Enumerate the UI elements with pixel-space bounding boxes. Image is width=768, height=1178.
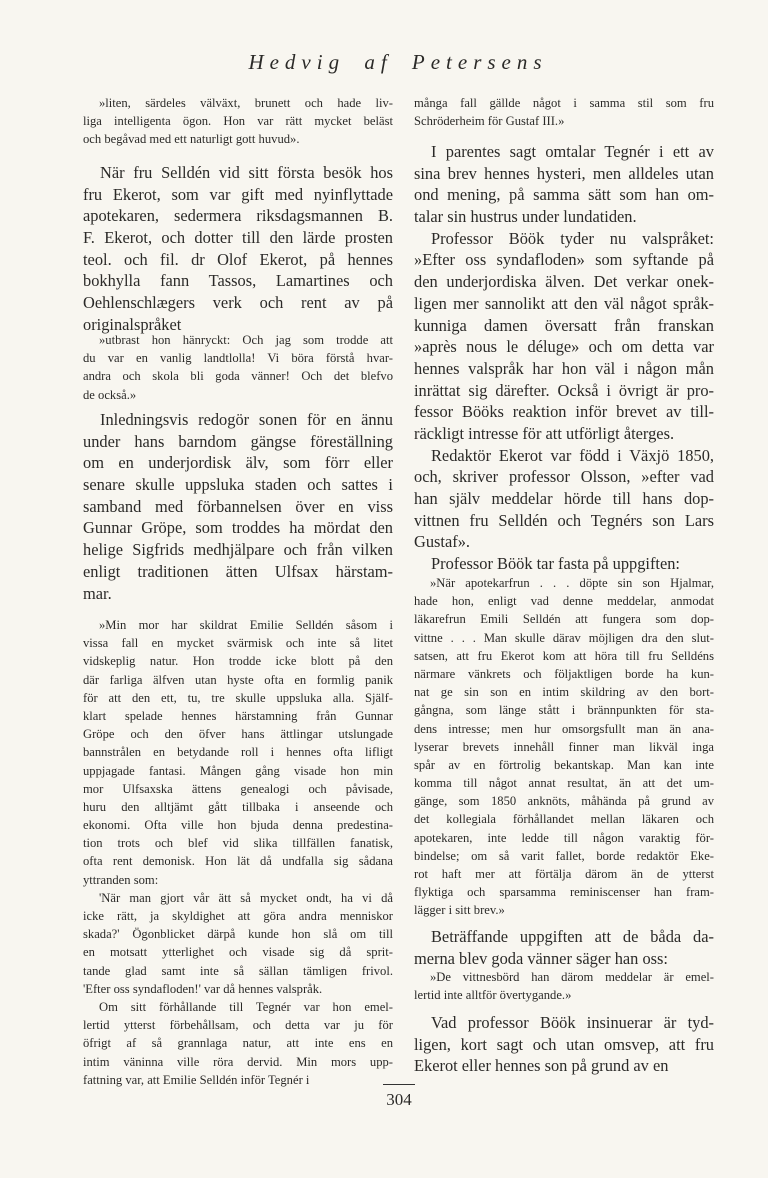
text-line: Gustaf». — [414, 532, 470, 552]
quote-block — [414, 968, 714, 1004]
text-line: »De vittnesbörd han därom meddelar är emel- — [430, 970, 714, 984]
text-line: kunniga damen översatt från franskan — [414, 315, 714, 335]
text-line: dens intresse; men hur omsorgsfullt man än ana- — [414, 721, 714, 736]
text-line: Beträffande uppgiften att de båda da- — [431, 927, 714, 946]
text-line: lertid inte alltför övertygande.» — [414, 988, 572, 1003]
text-line: lyserar brevets innehåll finner man likväl inga — [414, 739, 714, 754]
text-line: Om sitt förhållande till Tegnér var hon emel- — [99, 999, 393, 1014]
text-line: den underjordiska älven. Det verkar onek- — [414, 272, 714, 292]
text-line: flyktiga och sparsamma reminiscenser han fram- — [414, 885, 714, 900]
text-line: om en underjordisk älv, som förr eller — [83, 453, 393, 473]
text-line: mor Ulfsaxska ättens genealogi och påvisade, — [83, 781, 393, 796]
text-line: tion trots och blef vid slika tillfällen fanatisk, — [83, 836, 393, 851]
text-line: teol. och fil. dr Olof Ekerot, på hennes — [83, 249, 393, 269]
text-line: Professor Böök tyder nu valspråket: — [431, 228, 714, 248]
text-line: 'Efter oss syndafloden!' var då hennes valspråk. — [83, 981, 323, 996]
text-line: tande glad samt inte så sällan tämligen frivol. — [83, 963, 393, 978]
text-line: du var en vanlig landtlolla! Vi böra förstå hvar- — [83, 351, 393, 366]
text-line: hade hon, enligt vad denne meddelar, anmodat — [414, 594, 714, 609]
text-line: icke rätt, ja skyldighet att göra andra menniskor — [83, 909, 393, 923]
text-line: där farliga älfven utan hyste ofta en formlig panik — [83, 672, 393, 687]
page-number: 304 — [386, 1090, 412, 1109]
text-line: Oehlenschlægers verk och rent av på — [83, 293, 393, 313]
text-line: Professor Böök tar fasta på uppgiften: — [431, 554, 680, 574]
text-line: yttranden som: — [83, 872, 159, 887]
text-line: Ekerot eller hennes son på grund av en — [414, 1056, 669, 1076]
body-paragraph-block — [414, 1012, 714, 1077]
text-line: det kollegiala förhållandet mellan läkaren och — [414, 812, 714, 827]
text-line: ligen mer sannolikt att den väl något språk- — [414, 293, 714, 313]
body-paragraph-block — [414, 141, 714, 575]
text-line: intim väninna ville röra dervid. Min mors upp- — [83, 1054, 393, 1069]
text-line: och, skriver professor Olsson, »efter vad — [414, 467, 714, 487]
text-line: vittne . . . Man skulle därav möjligen dra den slut- — [414, 630, 714, 645]
text-line: de också.» — [83, 387, 137, 402]
text-line: mar. — [83, 583, 112, 603]
text-line: I parentes sagt omtalar Tegnér i ett av — [431, 142, 714, 161]
text-line: F. Ekerot, och dotter till den lärde prosten — [83, 228, 393, 248]
text-line: »après nous le déluge» och om detta var — [414, 337, 714, 357]
text-line: Schröderheim för Gustaf III.» — [414, 114, 565, 129]
text-line: lertid ytterst förbehållsam, och detta var ju för — [83, 1018, 393, 1033]
quote-block — [83, 94, 393, 149]
text-line: senare skulle uppsluka staden och sattes i — [83, 475, 393, 495]
text-line: gångna, som länge stått i brännpunkten för sta- — [414, 703, 714, 718]
text-line: »När apotekarfrun . . . döpte sin son Hjalmar, — [430, 576, 714, 590]
running-title: Hedvig af Petersens — [248, 50, 548, 74]
text-line: en motsatt ytterlighet och visade sig då sprit- — [83, 945, 393, 960]
text-line: vissa fall en mycket svärmisk och inte så litet — [83, 636, 393, 651]
text-line: 'När man gjort vår ätt så mycket ondt, ha vi då — [99, 890, 393, 905]
text-line: talar sin hustrus under lundatiden. — [414, 207, 637, 227]
quote-block — [83, 616, 393, 1089]
text-line: Gunnar Gröpe, som troddes ha mördat den — [83, 518, 393, 538]
text-line: samband med förbannelsen över en viss — [83, 496, 393, 516]
text-line: liga intelligenta ögon. Hon var rätt mycket beläst — [83, 114, 393, 129]
text-line: under hans barndom gängse föreställning — [83, 431, 393, 451]
text-line: apotekaren, inte ledde till någon varaktig för- — [414, 830, 714, 845]
text-line: för att den ett, tu, tre skulle uppsluka alla. Själf- — [83, 690, 393, 705]
body-paragraph-block — [83, 409, 393, 604]
text-line: klart spelade hennes härstamning från Gunnar — [83, 708, 393, 723]
text-line: räckligt intresse för att utförligt återges. — [414, 423, 675, 443]
text-line: han själv meddelar hörde till hans dop- — [414, 489, 714, 508]
text-line: ligen, kort sagt och utan omsvep, att fru — [414, 1034, 714, 1054]
text-line: gänge, som 1850 anknöts, måhända på grund av — [414, 794, 714, 809]
text-line: huru den alltjämt gått tillbaka i anseende och — [83, 799, 393, 814]
text-line: »liten, särdeles välväxt, brunett och hade liv- — [99, 96, 393, 110]
quote-continuation-block — [414, 94, 714, 130]
text-line: lägger i sitt brev.» — [414, 903, 505, 918]
text-line: uppjagade fantasi. Mången gång visade hon min — [83, 763, 393, 778]
text-line: skada?' Ögonblicket därpå kunde hon slå om till — [83, 927, 393, 942]
text-line: nat ge sin son en intim skildring av den bort- — [414, 685, 714, 700]
page-number-rule — [383, 1084, 415, 1085]
text-line: »Efter oss syndafloden» som syftande på — [414, 250, 714, 270]
text-line: komma till något annat resultat, än att det um- — [414, 776, 714, 791]
text-line: ofta rent demonisk. Hon lät då undfalla sig sådana — [83, 854, 393, 869]
text-line: »utbrast hon hänryckt: Och jag som trodde att — [99, 333, 393, 347]
text-line: fru Ekerot, som var gift med nyinflyttade — [83, 184, 393, 204]
text-line: närmare vänkrets och följaktligen borde ha kun- — [414, 666, 714, 681]
text-line: bindelse; om så varit fallet, borde redaktör Eke- — [414, 848, 714, 863]
text-line: bannstrålen en betydande roll i hennes ofta lifligt — [83, 745, 393, 760]
text-line: helige Sigfrids medhjälpare och från vilken — [83, 540, 393, 560]
text-line: merna blev goda vänner säger han oss: — [414, 948, 668, 968]
text-line: inrättat sig därefter. Också i övrigt är pro- — [414, 380, 714, 400]
text-line: ekonomi. Ofta ville hon bjuda denna predestina- — [83, 818, 393, 833]
text-line: läkarefrun Emili Selldén att fungera som dop- — [414, 612, 714, 627]
text-line: sina brev hennes hysteri, men alldeles utan — [414, 163, 714, 183]
text-line: vidskeplig natur. Hon trodde icke blott på den — [83, 654, 393, 669]
quote-block — [414, 574, 714, 920]
text-line: »Min mor har skildrat Emilie Selldén såsom i — [99, 618, 393, 632]
text-line: enligt traditionen ätten Ulfsax härstam- — [83, 561, 393, 581]
body-paragraph-block — [83, 162, 393, 336]
text-line: apotekaren, sedermera riksdagsmannen B. — [83, 206, 393, 226]
text-line: och begåvad med ett naturligt gott huvud». — [83, 132, 300, 147]
text-line: Vad professor Böök insinuerar är tyd- — [431, 1013, 714, 1032]
text-line: originalspråket — [83, 314, 182, 334]
text-line: hennes valspråk har hon väl i någon mån — [414, 358, 714, 378]
text-line: andra och skola bli goda vänner! Och det blefvo — [83, 369, 393, 384]
text-line: rot haft mer att förtälja därom än de ytterst — [414, 867, 714, 881]
text-line: Inledningsvis redogör sonen för en ännu — [100, 410, 393, 429]
text-line: spår av en förtrolig bekantskap. Man kan inte — [414, 757, 714, 772]
text-line: ond mening, på samma sätt som han om- — [414, 185, 714, 205]
text-line: bokhylla fann Tassos, Lamartines och — [83, 271, 393, 291]
text-line: När fru Selldén vid sitt första besök hos — [100, 163, 393, 182]
text-line: fattning var, att Emilie Selldén inför Tegnér i — [83, 1072, 310, 1087]
text-line: Gröpe och den öfver hans ättlingar utslungade — [83, 727, 393, 742]
text-line: öfrigt af så grannlaga natur, att inte ens en — [83, 1036, 393, 1051]
text-line: Redaktör Ekerot var född i Växjö 1850, — [431, 445, 714, 465]
quote-block — [83, 331, 393, 404]
text-line: vittnen fru Selldén och Tegnérs son Lars — [414, 510, 714, 530]
text-line: satsen, att fru Ekerot kom att höra till fru Selldéns — [414, 648, 714, 663]
text-line: fessor Bööks reaktion inför brevet av till- — [414, 402, 714, 422]
text-line: många fall gällde något i samma stil som fru — [414, 96, 714, 110]
body-paragraph-block — [414, 926, 714, 969]
